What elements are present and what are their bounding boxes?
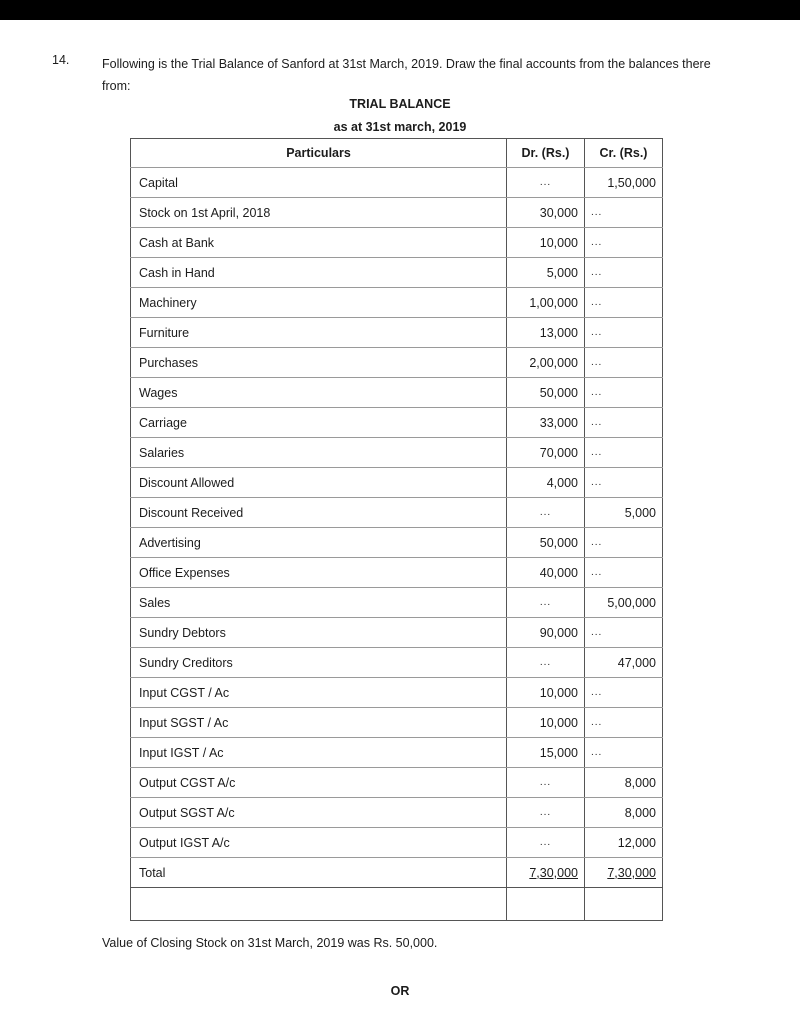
particular-cell: Wages	[131, 378, 507, 408]
total-debit	[507, 858, 585, 888]
particular-cell: Carriage	[131, 408, 507, 438]
table-row	[131, 168, 663, 198]
debit-header: Dr. (Rs.)	[507, 139, 585, 168]
debit-cell: 5,000	[507, 258, 585, 288]
credit-cell: 5,000	[585, 498, 663, 528]
credit-cell: 8,000	[585, 798, 663, 828]
table-row	[131, 258, 663, 288]
table-row	[131, 618, 663, 648]
credit-cell: ...	[585, 528, 663, 558]
credit-cell: ...	[585, 438, 663, 468]
particular-cell: Discount Allowed	[131, 468, 507, 498]
debit-cell: 10,000	[507, 228, 585, 258]
total-credit-value: 7,30,000	[607, 865, 656, 880]
credit-cell: ...	[585, 228, 663, 258]
particular-cell: Cash at Bank	[131, 228, 507, 258]
debit-cell: 70,000	[507, 438, 585, 468]
credit-cell: ...	[585, 258, 663, 288]
table-row	[131, 648, 663, 678]
table-body	[131, 168, 663, 921]
debit-cell: 4,000	[507, 468, 585, 498]
debit-cell: 40,000	[507, 558, 585, 588]
debit-cell: 10,000	[507, 708, 585, 738]
total-row	[131, 858, 663, 888]
particular-cell: Output IGST A/c	[131, 828, 507, 858]
debit-cell: 2,00,000	[507, 348, 585, 378]
total-label: Total	[131, 858, 507, 888]
question-text: Following is the Trial Balance of Sanford at 31st March, 2019. Draw the final accounts from the balances there from:	[102, 57, 711, 93]
trial-balance-table	[130, 138, 663, 921]
credit-cell: ...	[585, 408, 663, 438]
credit-cell: 47,000	[585, 648, 663, 678]
blank-row	[131, 888, 663, 921]
table-row	[131, 768, 663, 798]
debit-cell: 33,000	[507, 408, 585, 438]
debit-cell: ...	[507, 498, 585, 528]
particular-cell: Cash in Hand	[131, 258, 507, 288]
credit-cell: ...	[585, 738, 663, 768]
table-row	[131, 588, 663, 618]
particular-cell: Output CGST A/c	[131, 768, 507, 798]
credit-cell: ...	[585, 378, 663, 408]
table-row	[131, 708, 663, 738]
debit-cell: ...	[507, 648, 585, 678]
particular-cell: Office Expenses	[131, 558, 507, 588]
particular-cell: Advertising	[131, 528, 507, 558]
particular-cell: Machinery	[131, 288, 507, 318]
debit-cell: ...	[507, 828, 585, 858]
table-row	[131, 438, 663, 468]
document-page	[0, 20, 800, 1024]
particular-cell: Salaries	[131, 438, 507, 468]
total-credit	[585, 858, 663, 888]
debit-cell: 15,000	[507, 738, 585, 768]
table-row	[131, 408, 663, 438]
credit-cell: ...	[585, 288, 663, 318]
debit-cell: 50,000	[507, 528, 585, 558]
credit-cell: ...	[585, 558, 663, 588]
table-row	[131, 798, 663, 828]
credit-cell: 8,000	[585, 768, 663, 798]
particulars-header: Particulars	[131, 139, 507, 168]
table-row	[131, 468, 663, 498]
particular-cell: Sundry Creditors	[131, 648, 507, 678]
debit-cell: 30,000	[507, 198, 585, 228]
table-row	[131, 498, 663, 528]
table-row	[131, 228, 663, 258]
debit-cell: ...	[507, 588, 585, 618]
table-row	[131, 678, 663, 708]
particular-cell: Input CGST / Ac	[131, 678, 507, 708]
particular-cell: Sundry Debtors	[131, 618, 507, 648]
debit-cell: 10,000	[507, 678, 585, 708]
table-row	[131, 348, 663, 378]
credit-cell: ...	[585, 318, 663, 348]
debit-cell: 1,00,000	[507, 288, 585, 318]
table-row	[131, 738, 663, 768]
trial-balance-title: TRIAL BALANCE	[349, 97, 451, 111]
particular-cell: Purchases	[131, 348, 507, 378]
total-debit-value: 7,30,000	[529, 865, 578, 880]
or-separator: OR	[390, 984, 410, 998]
credit-cell: ...	[585, 678, 663, 708]
credit-cell: ...	[585, 198, 663, 228]
particular-cell: Discount Received	[131, 498, 507, 528]
credit-cell: 1,50,000	[585, 168, 663, 198]
particular-cell: Output SGST A/c	[131, 798, 507, 828]
question-number: 14.	[52, 53, 70, 67]
credit-cell: ...	[585, 618, 663, 648]
table-header-row	[131, 139, 663, 168]
particular-cell: Stock on 1st April, 2018	[131, 198, 507, 228]
credit-cell: 5,00,000	[585, 588, 663, 618]
blank-cell	[131, 888, 507, 921]
table-row	[131, 198, 663, 228]
trial-balance-subtitle: as at 31st march, 2019	[333, 120, 467, 134]
particular-cell: Furniture	[131, 318, 507, 348]
debit-cell: ...	[507, 798, 585, 828]
table-row	[131, 378, 663, 408]
table-row	[131, 528, 663, 558]
particular-cell: Input IGST / Ac	[131, 738, 507, 768]
blank-cell	[507, 888, 585, 921]
credit-cell: ...	[585, 468, 663, 498]
credit-cell: ...	[585, 348, 663, 378]
debit-cell: 13,000	[507, 318, 585, 348]
debit-cell: ...	[507, 168, 585, 198]
table-row	[131, 288, 663, 318]
credit-header: Cr. (Rs.)	[585, 139, 663, 168]
particular-cell: Input SGST / Ac	[131, 708, 507, 738]
table-row	[131, 558, 663, 588]
credit-cell: ...	[585, 708, 663, 738]
debit-cell: 90,000	[507, 618, 585, 648]
particular-cell: Sales	[131, 588, 507, 618]
particular-cell: Capital	[131, 168, 507, 198]
table-row	[131, 828, 663, 858]
credit-cell: 12,000	[585, 828, 663, 858]
closing-stock-note: Value of Closing Stock on 31st March, 2019 was Rs. 50,000.	[102, 936, 438, 950]
debit-cell: ...	[507, 768, 585, 798]
blank-cell	[585, 888, 663, 921]
table-row	[131, 318, 663, 348]
debit-cell: 50,000	[507, 378, 585, 408]
